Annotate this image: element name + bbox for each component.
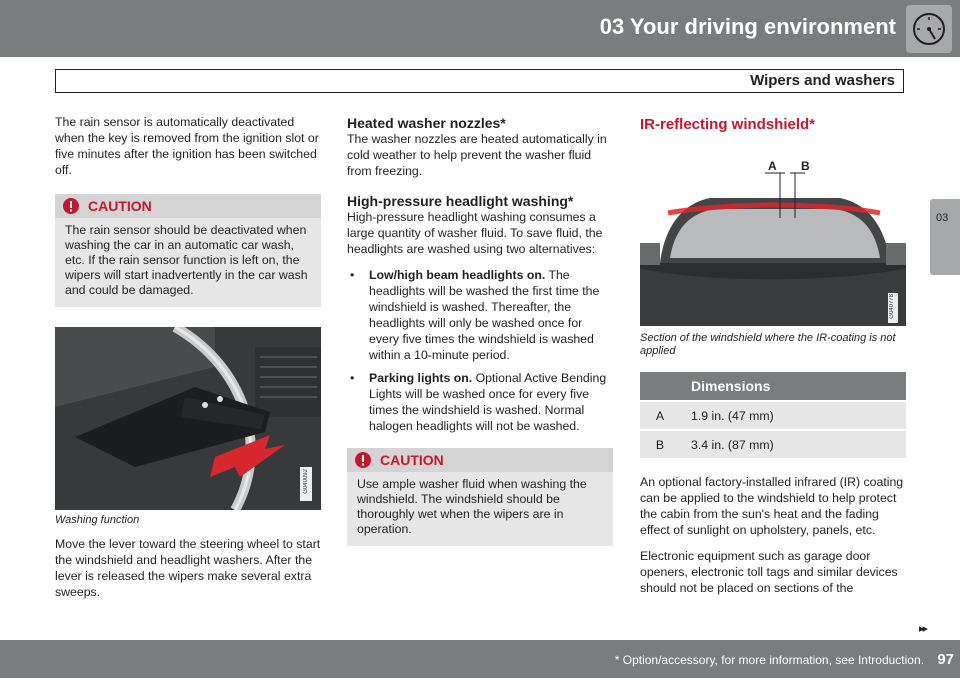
rain-sensor-intro: The rain sensor is automatically deactivated when the key is removed from the ignition slot or five minutes after the ignition has been switched off. [55, 115, 319, 177]
figure-code: G040092 [303, 469, 309, 494]
column-3 [640, 332, 906, 606]
table-row [640, 401, 906, 430]
table-cell-value: 1.9 in. (47 mm) [681, 401, 906, 430]
caution-text: Use ample washer fluid when washing the windshield. The windshield should be thoroughly wet when the wipers are in operation. [357, 477, 587, 536]
table-header-row [640, 372, 906, 401]
caution-title: CAUTION [380, 452, 444, 468]
table-cell-key: A [640, 401, 681, 430]
bullet-symbol: • [350, 268, 355, 282]
headlight-bullets [347, 267, 613, 434]
caution-header [55, 194, 321, 218]
next-page-indicator: ▸▸ [919, 623, 927, 635]
table-header: Dimensions [681, 372, 906, 401]
exclamation-icon [63, 198, 79, 214]
list-item [347, 267, 613, 363]
footnote: * Option/accessory, for more information, see Introduction. [614, 653, 924, 667]
chapter-tab [930, 199, 960, 275]
ir-windshield-figure [640, 143, 906, 326]
column-1-lower [55, 514, 321, 610]
list-item [347, 370, 613, 434]
washing-function-caption: Washing function [55, 514, 140, 526]
page-number: 97 [937, 651, 954, 668]
caution-box-washer [347, 448, 613, 546]
bullet-lead: Low/high beam headlights on. [369, 268, 546, 282]
bullet-symbol: • [350, 371, 355, 385]
header-band [0, 0, 960, 57]
caution-header [347, 448, 613, 472]
column-2 [347, 115, 613, 546]
exclamation-icon [355, 452, 371, 468]
chapter-tab-label: 03 [936, 212, 949, 224]
section-title: Wipers and washers [750, 72, 895, 89]
electronic-equipment-text: Electronic equipment such as garage door openers, electronic toll tags and similar devices should not be placed on sections of the [640, 549, 898, 595]
dimensions-table [640, 372, 906, 458]
section-bar [55, 69, 904, 93]
bullet-text: The headlights will be washed the first time the windshield is washed. Thereafter, the headlights will only be washed once for every five times the windshield is washed within a 10-minute period. [369, 268, 600, 362]
ir-figure-caption: Section of the windshield where the IR-coating is not applied [640, 332, 896, 357]
figure-label-a: A [768, 159, 777, 173]
ir-windshield-heading: IR-reflecting windshield* [640, 116, 816, 133]
table-cell-key: B [640, 430, 681, 458]
table-cell-value: 3.4 in. (87 mm) [681, 430, 906, 458]
caution-text: The rain sensor should be deactivated when washing the car in an automatic car wash, etc. If the rain sensor function is left on, the wipers will start inadvertently in the car wash and could be damaged. [65, 223, 308, 297]
hp-headlight-text: High-pressure headlight washing consumes a large quantity of washer fluid. To save fluid, the headlights are washed using two alternatives: [347, 210, 603, 256]
table-row [640, 430, 906, 458]
hp-headlight-heading: High-pressure headlight washing* [347, 193, 574, 209]
speedometer-icon [906, 5, 952, 53]
caution-title: CAUTION [88, 198, 152, 214]
column-1 [55, 114, 321, 341]
figure-code: G040778 [889, 294, 895, 319]
heated-nozzles-heading: Heated washer nozzles* [347, 115, 506, 131]
table-header-empty [640, 372, 681, 401]
chapter-title: 03 Your driving environment [599, 14, 896, 39]
bullet-lead: Parking lights on. [369, 371, 473, 385]
washing-function-figure [55, 327, 321, 510]
windshield-washing-text: Move the lever toward the steering wheel to start the windshield and headlight washers. After the lever is released the wipers make several extra sweeps. [55, 537, 321, 599]
bullet-text: Optional Active Bending Lights will be washed once for every five times the windshield is washed. Normal halogen headlights will not be washed. [369, 371, 607, 433]
figure-label-b: B [801, 159, 810, 173]
caution-box-rain-sensor [55, 194, 321, 307]
heated-nozzles-text: The washer nozzles are heated automatically in cold weather to help prevent the washer fluid from freezing. [347, 132, 607, 178]
ir-coating-text: An optional factory-installed infrared (IR) coating can be applied to the windshield to help protect the cabin from the sun's heat and the fading effect of sunlight on upholstery, panels, etc. [640, 475, 904, 537]
